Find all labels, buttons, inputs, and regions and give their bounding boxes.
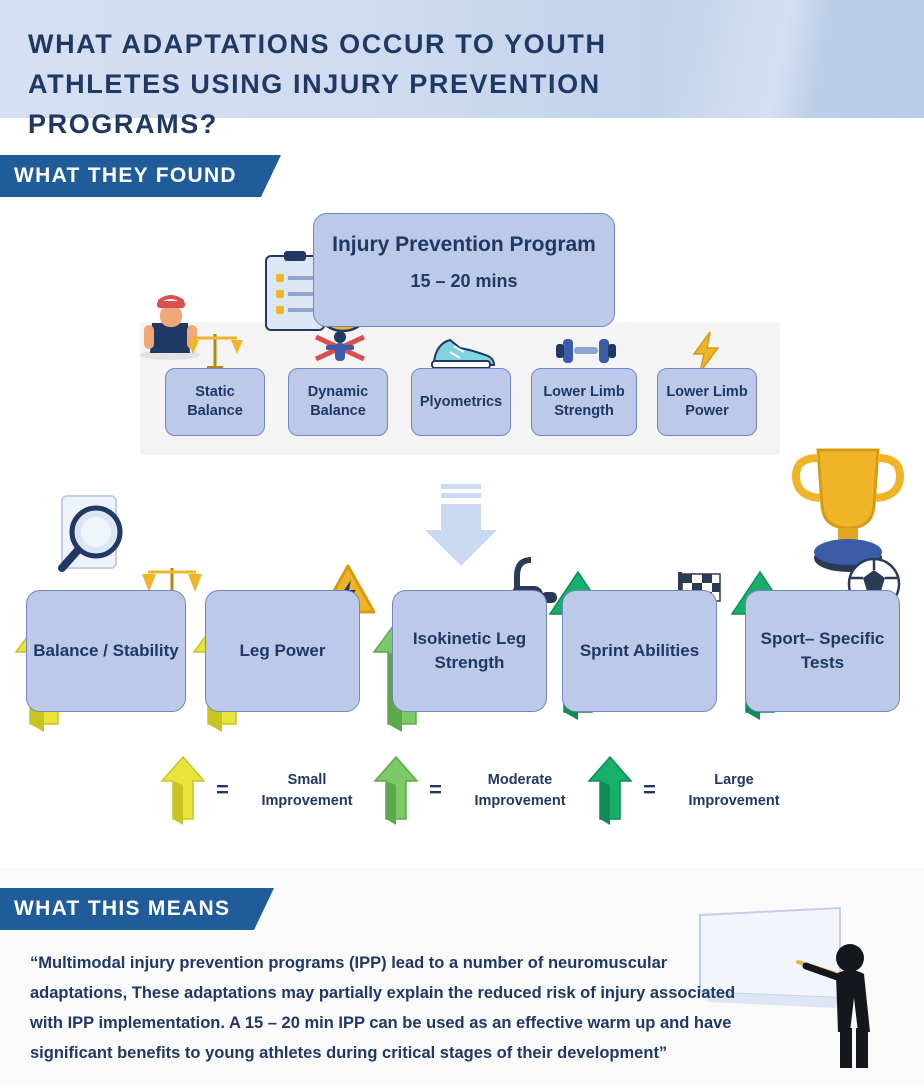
dumbbell-icon (554, 332, 616, 372)
header-decorative-stripe (664, 0, 924, 118)
program-duration: 15 – 20 mins (410, 271, 518, 291)
legend-equals-sign: = (216, 777, 229, 802)
outcome-sprint-abilities: Sprint Abilities (562, 590, 717, 712)
legend-arrow-moderate-icon (373, 755, 419, 825)
outcome-balance-stability: Balance / Stability (26, 590, 186, 712)
program-box (313, 213, 615, 327)
program-component-lower-limb-strength: Lower Limb Strength (531, 368, 637, 436)
legend-label-moderate: Moderate Improvement (474, 772, 566, 809)
page-title: WHAT ADAPTATIONS OCCUR TO YOUTH ATHLETES USING INJURY PREVENTION PROGRAMS? (28, 29, 607, 139)
page-header (0, 0, 924, 139)
down-arrow-icon (421, 484, 501, 568)
quote-text: “Multimodal injury prevention programs (IPP) lead to a number of neuromuscular adaptations, These adaptations may partially explain the reduced risk of injury associated with IPP implementation. A 15 – 20 min IPP can be used as an effective warm up and have significant benefits to young athletes during critical stages of their development” (30, 954, 736, 1062)
legend-arrow-small-icon (160, 755, 206, 825)
legend-equals-sign: = (643, 777, 656, 802)
program-component-dynamic-balance: Dynamic Balance (288, 368, 388, 436)
balance-person-icon (310, 325, 370, 373)
program-component-static-balance: Static Balance (165, 368, 265, 436)
sneaker-icon (430, 332, 492, 372)
outcome-leg-power: Leg Power (205, 590, 360, 712)
legend-label-small: Small Improvement (261, 772, 353, 809)
program-title: Injury Prevention Program (332, 233, 596, 256)
program-component-lower-limb-power: Lower Limb Power (657, 368, 757, 436)
outcome-isokinetic-leg-strength: Isokinetic Leg Strength (392, 590, 547, 712)
legend-label-large: Large Improvement (688, 772, 780, 809)
magnifier-icon (58, 492, 138, 592)
section-banner-what-this-means: WHAT THIS MEANS (0, 888, 254, 930)
outcome-sport-specific-tests: Sport– Specific Tests (745, 590, 900, 712)
section-banner-what-they-found: WHAT THEY FOUND (0, 155, 261, 197)
scales-icon (185, 328, 245, 372)
legend-equals-sign: = (429, 777, 442, 802)
legend-arrow-large-icon (587, 755, 633, 825)
program-component-plyometrics: Plyometrics (411, 368, 511, 436)
